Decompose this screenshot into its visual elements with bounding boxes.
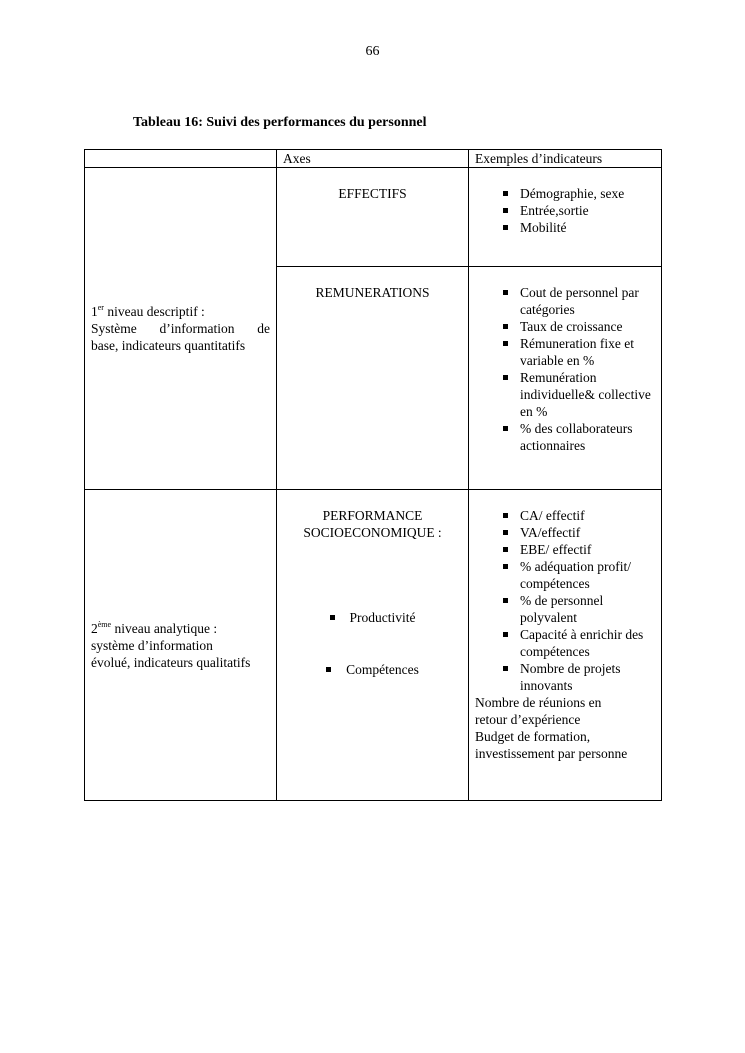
list-item: Nombre de projets innovants (475, 660, 655, 694)
list-item: VA/effectif (475, 524, 655, 541)
extra-line: Nombre de réunions en (475, 695, 602, 710)
extra-line: investissement par personne (475, 746, 628, 761)
remunerations-list (475, 284, 655, 454)
page-number: 66 (365, 44, 380, 59)
table-title: Tableau 16: Suivi des performances du personnel (133, 115, 427, 130)
header-row (85, 150, 662, 168)
level2-sup: ème (97, 619, 112, 629)
level1-rest: niveau descriptif : (103, 304, 205, 319)
level1-prefix: 1 (91, 304, 98, 319)
level1-label-line1 (91, 303, 270, 320)
axis-effectifs: EFFECTIFS (277, 168, 469, 267)
row-performance (85, 490, 662, 801)
list-item: CA/ effectif (475, 507, 655, 524)
header-axes: Axes (277, 150, 469, 168)
list-item: Taux de croissance (475, 318, 655, 335)
list-item: % de personnel polyvalent (475, 592, 655, 626)
axis-performance-line1: PERFORMANCE (322, 508, 423, 523)
performance-table (84, 149, 662, 801)
list-item: EBE/ effectif (475, 541, 655, 558)
axis-performance-line2: SOCIOECONOMIQUE : (303, 525, 442, 540)
header-empty (85, 150, 277, 168)
level2-label-line1 (91, 620, 270, 637)
list-item: % des collaborateurs actionnaires (475, 420, 655, 454)
list-item: Capacité à enrichir des compétences (475, 626, 655, 660)
level1-label-cell (85, 168, 277, 490)
list-item: Démographie, sexe (475, 185, 655, 202)
level2-label-line3: évolué, indicateurs qualitatifs (91, 654, 251, 670)
axis-item-productivite: Productivité (330, 609, 416, 626)
level2-rest: niveau analytique : (111, 620, 218, 636)
level1-sup: er (97, 303, 104, 312)
level2-label-cell (85, 490, 277, 801)
level2-prefix: 2 (91, 620, 98, 636)
remunerations-indicators-cell (469, 267, 662, 490)
performance-indicators-cell (469, 490, 662, 801)
list-item: Entrée,sortie (475, 202, 655, 219)
level2-label-line2: système d’information (91, 637, 213, 653)
axis-performance-cell (277, 490, 469, 801)
axis-remunerations: REMUNERATIONS (277, 267, 469, 490)
list-item: Cout de personnel par catégories (475, 284, 655, 318)
extra-line: Budget de formation, (475, 729, 591, 744)
effectifs-list (475, 185, 655, 236)
effectifs-indicators-cell (469, 168, 662, 267)
list-item: % adéquation profit/ compétences (475, 558, 655, 592)
performance-list (475, 507, 655, 694)
header-examples: Exemples d’indicateurs (469, 150, 662, 168)
axis-item-competences: Compétences (326, 661, 419, 678)
list-item: Rémuneration fixe et variable en % (475, 335, 655, 369)
list-item: Remunération individuelle& collective en % (475, 369, 655, 420)
list-item: Mobilité (475, 219, 655, 236)
level1-label-line3: base, indicateurs quantitatifs (91, 338, 246, 353)
row-effectifs (85, 168, 662, 267)
level1-label-line2: Système d’information de (91, 321, 270, 336)
extra-line: retour d’expérience (475, 712, 581, 727)
